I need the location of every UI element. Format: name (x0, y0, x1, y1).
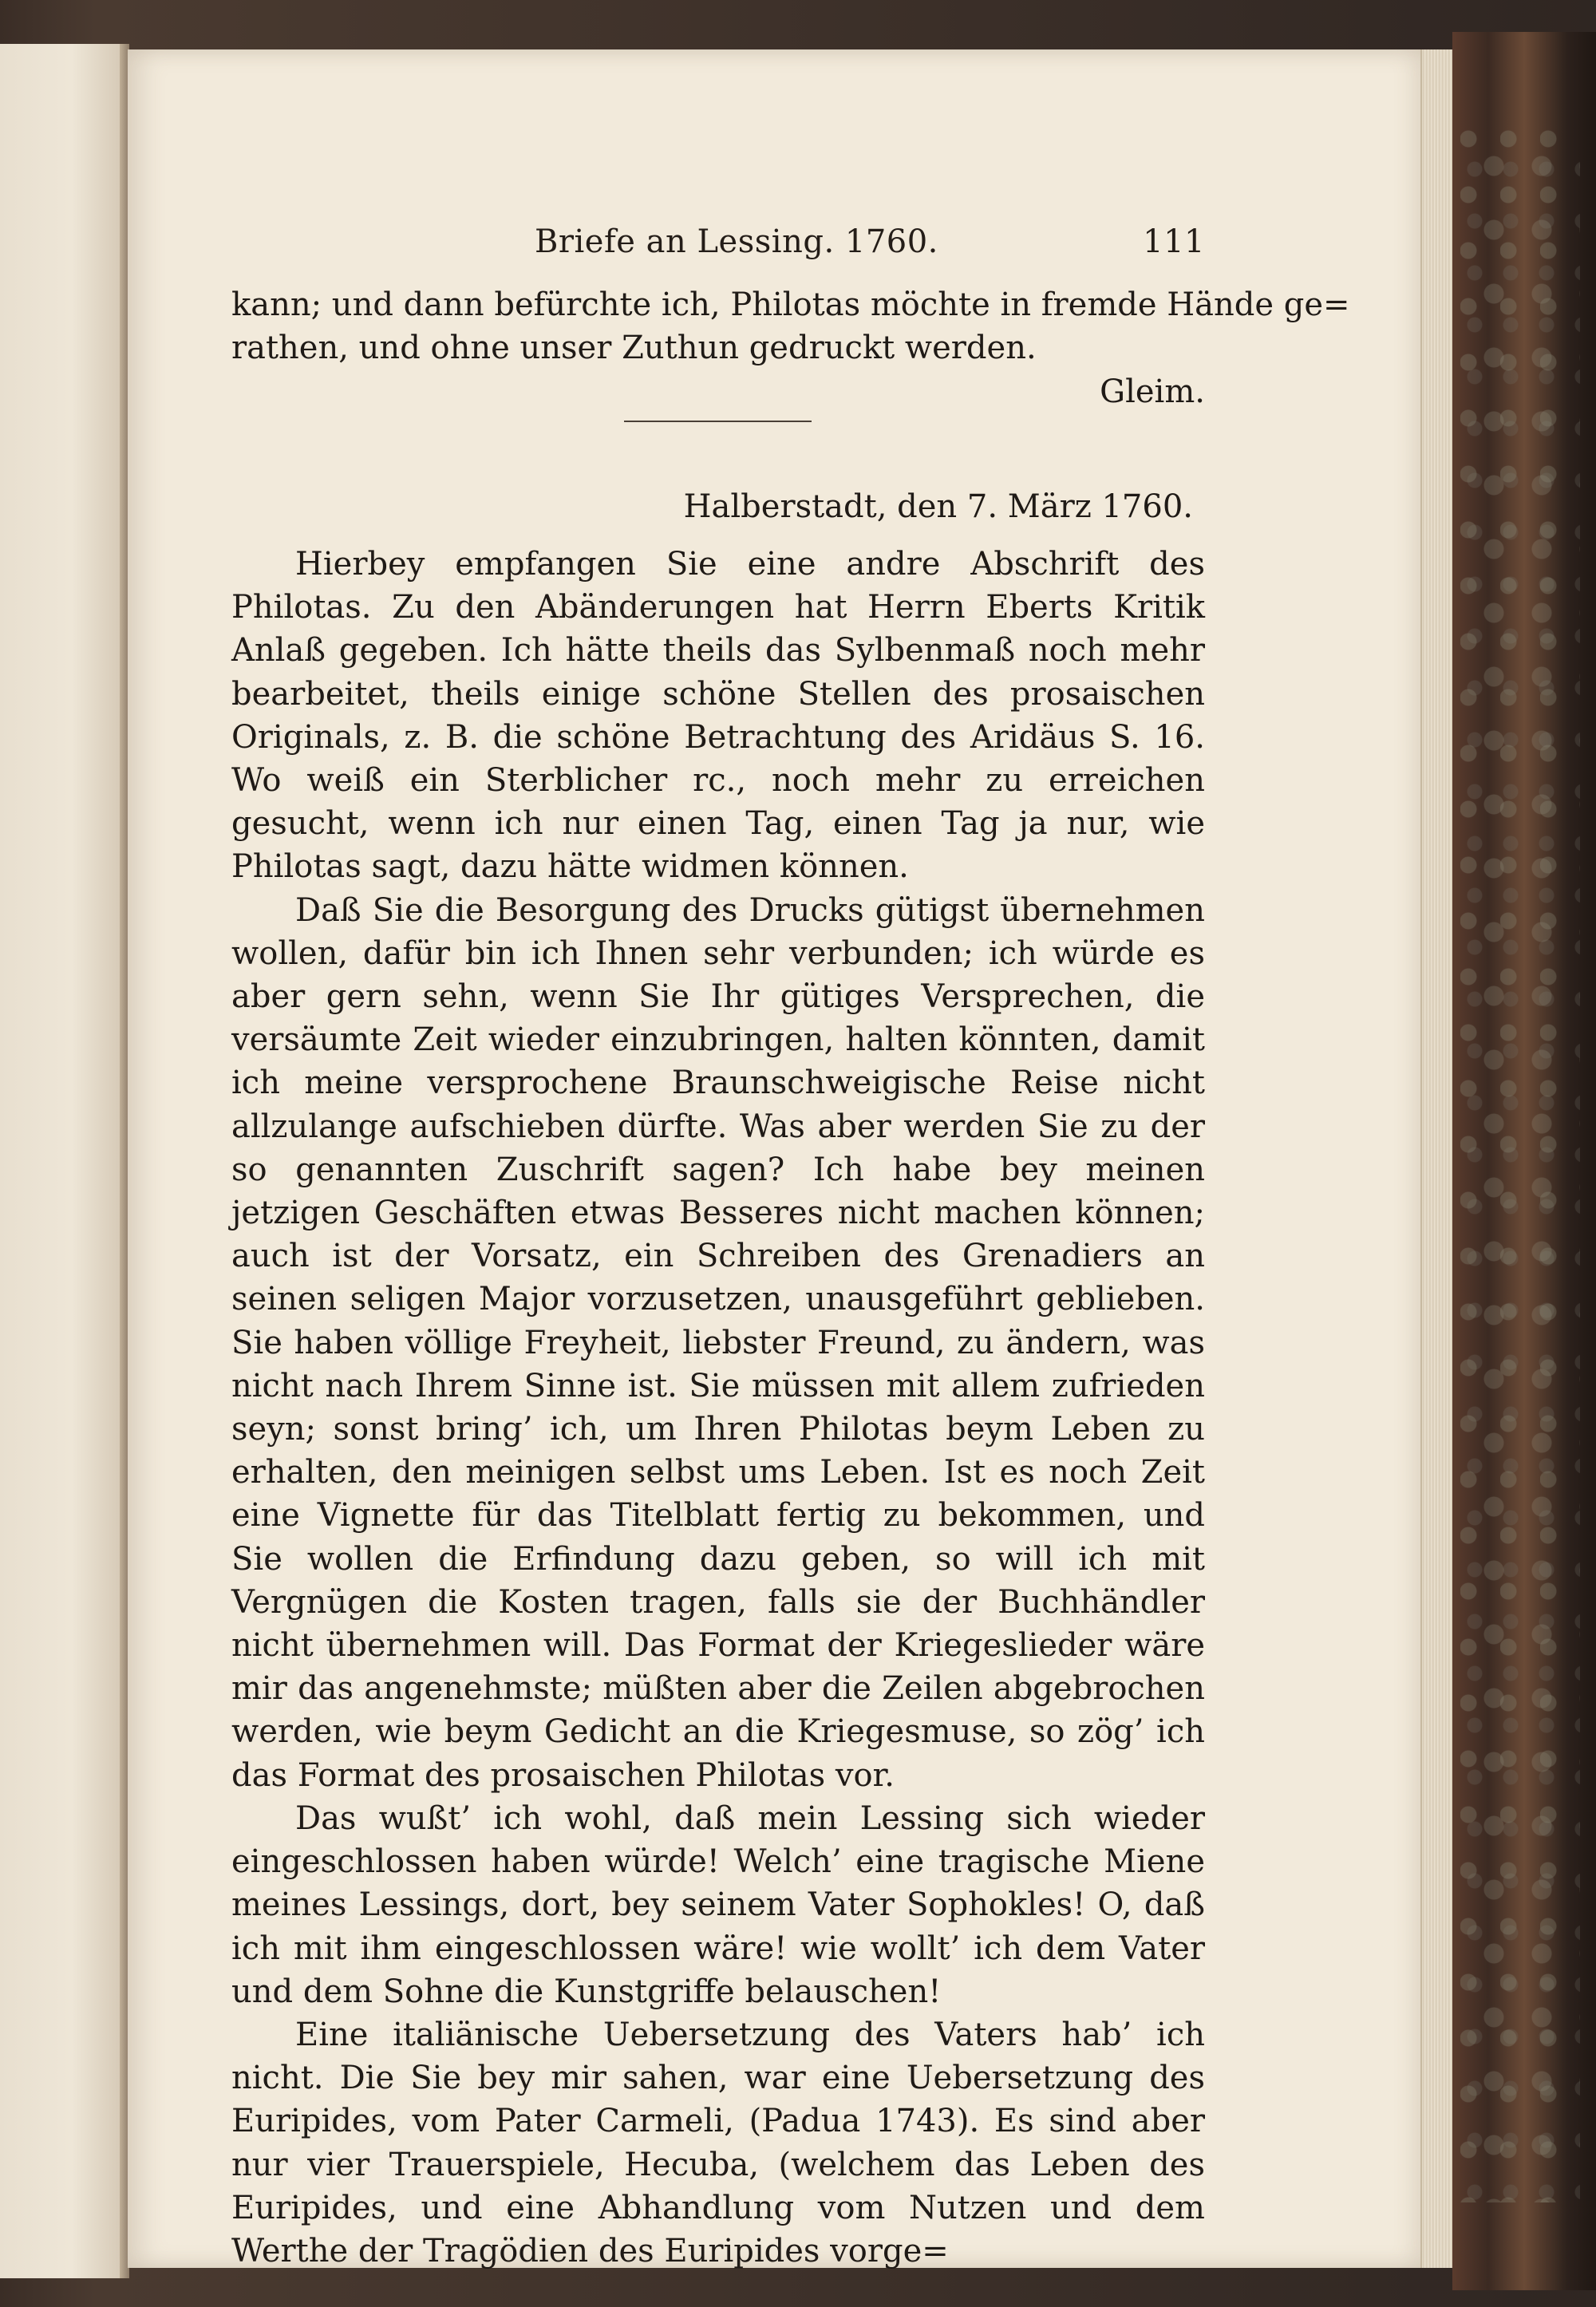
letter-signature: Gleim. (1100, 373, 1205, 410)
running-head (231, 223, 1205, 263)
letter-paragraph: Daß Sie die Besorgung des Drucks gütigst übernehmen wollen, dafür bin ich Ihnen sehr verbunden; ich würde es aber gern sehn, wenn Sie Ihr gütiges Versprechen, die versäumte Zeit wieder einzubringen, halten könnten, damit ich meine versprochene Braunschweigische Reise nicht allzulange aufschieben dürfte. Was aber werden Sie zu der so genannten Zuschrift sagen? Ich habe bey meinen jetzigen Geschäften etwas Besseres nicht machen können; auch ist der Vorsatz, ein Schreiben des Grenadiers an seinen seligen Major vorzusetzen, unausgeführt geblieben. Sie haben völlige Freyheit, liebster Freund, zu ändern, was nicht nach Ihrem Sinne ist. Sie müssen mit allem zufrieden seyn; sonst bring’ ich, um Ihren Philotas beym Leben zu erhalten, den meinigen selbst ums Leben. Ist es noch Zeit eine Vignette für das Titelblatt fertig zu bekommen, und Sie wollen die Erfindung dazu geben, so will ich mit Vergnügen die Kosten tragen, falls sie der Buchhändler nicht übernehmen will. Das Format der Kriegeslieder wäre mir das angenehmste; müßten aber die Zeilen abgebrochen werden, wie beym Gedicht an die Kriegesmuse, so zög’ ich das Format des prosaischen Philotas vor. (231, 891, 1205, 1794)
page-number: 111 (1143, 223, 1205, 260)
marbled-cover-pattern (1460, 128, 1580, 2202)
running-head-title: Briefe an Lessing. 1760. (535, 223, 938, 260)
letter-body (231, 543, 1205, 2273)
letter-paragraph: Das wußt’ ich wohl, daß mein Lessing sich wieder eingeschlossen haben würde! Welch’ eine tragische Miene meines Lessings, dort, bey seinem Vater Sophokles! O, daß ich mit ihm eingeschlossen wäre! wie wollt’ ich dem Vater und dem Sohne die Kunstgriffe belauschen! (231, 1799, 1205, 2010)
section-rule (624, 421, 812, 422)
page-block-edge (1420, 49, 1454, 2268)
previous-letter-ending (231, 283, 1350, 369)
previous-letter-line: kann; und dann befürchte ich, Philotas möchte in fremde Hände ge= (231, 286, 1350, 323)
letter-paragraph: Eine italiänische Uebersetzung des Vaters hab’ ich nicht. Die Sie bey mir sahen, war eine Uebersetzung des Euripides, vom Pater Carmeli, (Padua 1743). Es sind aber nur vier Trauerspiele, Hecuba, (welchem das Leben des Euripides, und eine Abhandlung vom Nutzen und dem Werthe der Tragödien des Euripides vorge= (231, 2016, 1205, 2269)
letter-dateline: Halberstadt, den 7. März 1760. (683, 488, 1193, 525)
previous-letter-line: rathen, und ohne unser Zuthun gedruckt werden. (231, 330, 1037, 366)
facing-page-edge (0, 44, 122, 2278)
letter-paragraph: Hierbey empfangen Sie eine andre Abschrift des Philotas. Zu den Abänderungen hat Herrn Eberts Kritik Anlaß gegeben. Ich hätte theils das Sylbenmaß noch mehr bearbeitet, theils einige schöne Stellen des prosaischen Originals, z. B. die schöne Betrachtung des Aridäus S. 16. Wo weiß ein Sterblicher rc., noch mehr zu erreichen gesucht, wenn ich nur einen Tag, einen Tag ja nur, wie Philotas sagt, dazu hätte widmen können. (231, 546, 1205, 886)
